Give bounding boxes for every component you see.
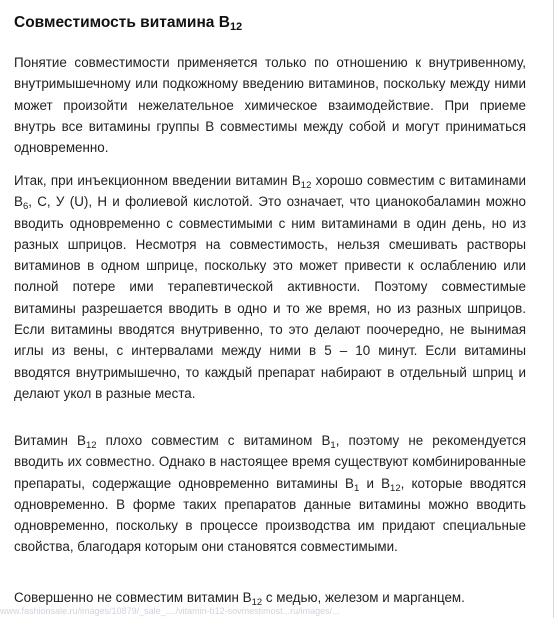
vitamin-subscript: 1 [354,482,360,494]
paragraph-text: плохо совместим с витамином B [96,433,331,448]
vitamin-subscript: 12 [251,597,263,608]
vitamin-subscript: 6 [22,201,29,213]
paragraph-text: , поэтому не рекомендуется вводить их совместно. Однако в настоящее время существуют комбинированные препараты, содержащие одновременно витамины B [14,433,526,491]
paragraph-1 [14,52,526,158]
paragraph-text: с медью, железом и марганцем. [262,590,465,605]
paragraph-text: Совершенно не совместим витамин B [14,590,252,605]
article-title-text: Совместимость витамина B [14,14,230,31]
article-title-subscript: 12 [229,21,243,33]
paragraph-2 [14,170,526,404]
vitamin-subscript: 12 [300,180,312,191]
paragraph-text: Итак, при инъекционном введении витамин B [14,173,301,188]
vitamin-subscript: 12 [85,440,97,451]
vitamin-subscript: 1 [330,440,336,451]
article [14,12,527,608]
paragraph-text: хорошо совместим с витаминами B [14,173,526,210]
paragraph-text: , которые вводятся одновременно. В форме таких препаратов данные витамины можно вводить одновременно, поскольку в процессе производства им придают специальные свойства, благодаря которым они становятся совместимыми. [14,475,527,555]
article-title [14,12,526,34]
vitamin-subscript: 12 [390,482,401,494]
paragraph-text: , C, У (U), H и фолиевой кислотой. Это означает, что цианокобаламин можно вводить одновременно с совместимыми с ним витаминами в один день, но из разных шприцов. Несмотря на совместимость, нельзя смешивать растворы витаминов в одном шприце, поскольку это может привести к ослаблению или полной потере ими терапевтической активности. Поэтому совместимые витамины разрешается вводить в одно и то же время, но из разных шприцов. Если витамины вводятся внутривенно, то это делают поочередно, не вынимая иглы из вены, с интервалами между ними в 5 – 10 минут. Если витамины вводятся внутримышечно, то каждый препарат набирают в отдельный шприц и делают укол в разные места. [14,194,526,401]
paragraph-text: Понятие совместимости применяется только по отношению к внутривенному, внутримышечному или подкожному введению витаминов, поскольку между ними может произойти нежелательное химическое взаимодействие. При приеме внутрь все витамины группы В совместимы между собой и могут приниматься одновременно. [14,55,526,156]
paragraph-3 [14,430,526,558]
paragraph-text: и B [359,475,391,491]
paragraph-text: Витамин B [14,433,86,448]
watermark-url: www.fashionsale.ru/images/10879/_sale_..../vitamin-b12-sovmestimost...ru/images/... [0,606,340,616]
